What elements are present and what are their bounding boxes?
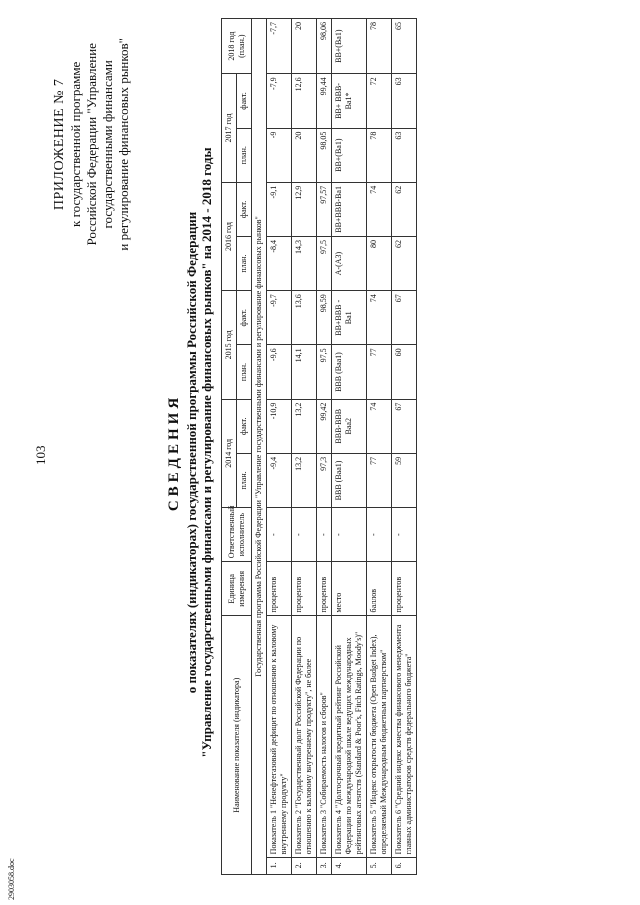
- value-cell: 12,6: [292, 74, 317, 128]
- value-cell: BBB (Baa1): [332, 345, 367, 399]
- value-cell: 98,05: [317, 128, 332, 182]
- value-cell: BB+(Ba1): [332, 128, 367, 182]
- value-cell: -10,9: [267, 399, 292, 453]
- value-cell: BB+ BBB- Ba1*: [332, 74, 367, 128]
- value-cell: 74: [367, 399, 392, 453]
- appendix-line: государственными финансами: [100, 60, 115, 229]
- indicator-name: Показатель 6 "Средний индекс качества финансового менеджмента главных администраторов средств федерального бюджета": [392, 616, 417, 858]
- row-number: 3.: [317, 858, 332, 875]
- row-number: 2.: [292, 858, 317, 875]
- value-cell: 78: [367, 19, 392, 74]
- indicators-table: [221, 18, 417, 875]
- header-plan: план.: [237, 237, 252, 291]
- header-indicator-name: Наименование показателя (индикатора): [222, 616, 252, 875]
- indicator-name: Показатель 3 "Собираемость налогов и сборов": [317, 616, 332, 858]
- value-cell: -8,4: [267, 237, 292, 291]
- responsible-cell: -: [317, 508, 332, 562]
- header-plan: план.: [237, 345, 252, 399]
- unit-cell: процентов: [292, 562, 317, 616]
- value-cell: -9: [267, 128, 292, 182]
- value-cell: BBB-BBB Baa2: [332, 399, 367, 453]
- row-number: 4.: [332, 858, 367, 875]
- header-year-2017: 2017 год: [222, 74, 237, 182]
- header-plan: план.: [237, 128, 252, 182]
- row-number: 6.: [392, 858, 417, 875]
- appendix-line: к государственной программе: [68, 61, 83, 227]
- value-cell: 72: [367, 74, 392, 128]
- heading-subtitle: о показателях (индикаторах) государственной программы Российской Федерации: [184, 211, 199, 694]
- unit-cell: процентов: [392, 562, 417, 616]
- table-row: [392, 19, 417, 875]
- table-row: [292, 19, 317, 875]
- value-cell: -9,7: [267, 291, 292, 345]
- indicator-name: Показатель 4 "Долгосрочный кредитный рейтинг Российской Федерации по международной шкале ведущих международных рейтинговых агентств (Standard & Poor's, Fitch Ratings, Moody's)": [332, 616, 367, 858]
- value-cell: 67: [392, 399, 417, 453]
- value-cell: 97,57: [317, 182, 332, 236]
- value-cell: -7,9: [267, 74, 292, 128]
- page-number: 103: [33, 445, 48, 465]
- indicator-name: Показатель 5 "Индекс открытости бюджета (Open Budget Index), определяемый Международным бюджетным партнерством": [367, 616, 392, 858]
- value-cell: 99,44: [317, 74, 332, 128]
- value-cell: 99,42: [317, 399, 332, 453]
- value-cell: 13,2: [292, 399, 317, 453]
- value-cell: 65: [392, 19, 417, 74]
- value-cell: -9,4: [267, 453, 292, 507]
- value-cell: 13,6: [292, 291, 317, 345]
- heading-program: "Управление государственными финансами и регулирование финансовых рынков" на 2014 - 2018 годы: [199, 147, 214, 758]
- value-cell: 60: [392, 345, 417, 399]
- section-row: [252, 19, 267, 875]
- row-number: 1.: [267, 858, 292, 875]
- responsible-cell: -: [267, 508, 292, 562]
- appendix-line: Российской Федерации "Управление: [84, 43, 99, 246]
- indicator-name: Показатель 2 "Государственный долг Российской Федерации по отношению к валовому внутреннему продукту", не более: [292, 616, 317, 858]
- table-row: [367, 19, 392, 875]
- value-cell: -7,7: [267, 19, 292, 74]
- unit-cell: баллов: [367, 562, 392, 616]
- value-cell: -9,6: [267, 345, 292, 399]
- value-cell: 20: [292, 19, 317, 74]
- table-row: [317, 19, 332, 875]
- value-cell: 14,3: [292, 237, 317, 291]
- appendix-title: ПРИЛОЖЕНИЕ № 7: [52, 78, 67, 211]
- appendix-block: [52, 38, 132, 251]
- header-plan: план.: [237, 453, 252, 507]
- header-unit: Единица измерения: [222, 562, 252, 616]
- table-row: [332, 19, 367, 875]
- value-cell: 74: [367, 291, 392, 345]
- value-cell: BB+BBB-Ba1: [332, 182, 367, 236]
- value-cell: 20: [292, 128, 317, 182]
- header-fact: факт.: [237, 182, 252, 236]
- value-cell: 98,06: [317, 19, 332, 74]
- value-cell: BB+(Ba1): [332, 19, 367, 74]
- value-cell: 97,5: [317, 237, 332, 291]
- table-row: [267, 19, 292, 875]
- value-cell: 13,2: [292, 453, 317, 507]
- section-title: Государственная программа Российской Федерации "Управление государственными финансами и регулирование финансовых рынков": [252, 19, 267, 875]
- value-cell: -9,1: [267, 182, 292, 236]
- value-cell: 74: [367, 182, 392, 236]
- value-cell: 77: [367, 345, 392, 399]
- value-cell: 97,3: [317, 453, 332, 507]
- value-cell: 59: [392, 453, 417, 507]
- header-fact: факт.: [237, 74, 252, 128]
- value-cell: 63: [392, 74, 417, 128]
- appendix-line: и регулирование финансовых рынков": [116, 38, 131, 251]
- header-year-2014: 2014 год: [222, 399, 237, 507]
- indicator-name: Показатель 1 "Ненефтегазовый дефицит по отношению к валовому внутреннему продукту": [267, 616, 292, 858]
- value-cell: 62: [392, 182, 417, 236]
- value-cell: 78: [367, 128, 392, 182]
- header-year-2016: 2016 год: [222, 182, 237, 290]
- value-cell: 12,9: [292, 182, 317, 236]
- header-year-2018: 2018 год (план.): [222, 19, 252, 74]
- unit-cell: процентов: [317, 562, 332, 616]
- responsible-cell: -: [292, 508, 317, 562]
- header-fact: факт.: [237, 291, 252, 345]
- header-year-2015: 2015 год: [222, 291, 237, 399]
- document-id: 2903058.doc: [7, 858, 16, 900]
- value-cell: 77: [367, 453, 392, 507]
- value-cell: 98,59: [317, 291, 332, 345]
- value-cell: 97,5: [317, 345, 332, 399]
- value-cell: BBB (Baa1): [332, 453, 367, 507]
- responsible-cell: -: [392, 508, 417, 562]
- value-cell: 67: [392, 291, 417, 345]
- row-number: 5.: [367, 858, 392, 875]
- value-cell: 80: [367, 237, 392, 291]
- unit-cell: место: [332, 562, 367, 616]
- value-cell: A-(A3): [332, 237, 367, 291]
- value-cell: 14,1: [292, 345, 317, 399]
- value-cell: 62: [392, 237, 417, 291]
- responsible-cell: -: [332, 508, 367, 562]
- heading-title: СВЕДЕНИЯ: [166, 393, 182, 512]
- value-cell: 63: [392, 128, 417, 182]
- header-responsible: Ответственный исполнитель: [222, 508, 252, 562]
- header-fact: факт.: [237, 399, 252, 453]
- unit-cell: процентов: [267, 562, 292, 616]
- value-cell: BB+BBB -Ba1: [332, 291, 367, 345]
- responsible-cell: -: [367, 508, 392, 562]
